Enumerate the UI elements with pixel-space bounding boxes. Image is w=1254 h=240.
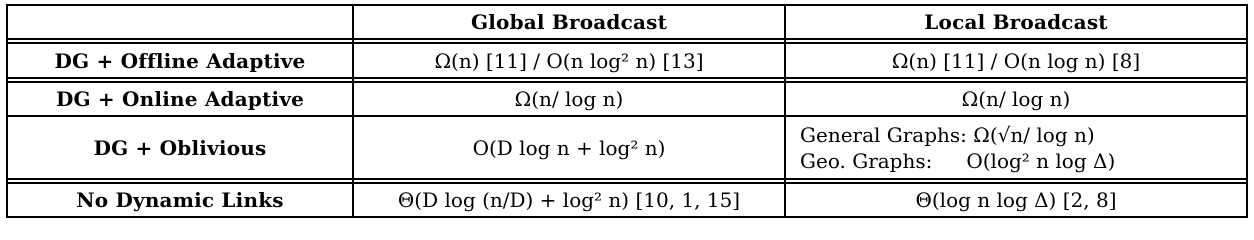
table-bottom-border bbox=[6, 216, 1248, 218]
row3-rule-1 bbox=[6, 178, 1248, 180]
cell-offline-local: Ω(n) [11] / O(n log n) [8] bbox=[891, 48, 1141, 73]
cell-online-local: Ω(n/ log n) bbox=[961, 87, 1071, 111]
header-global-broadcast: Global Broadcast bbox=[470, 9, 668, 34]
cell-oblivious-global: O(D log n + log² n) bbox=[472, 135, 666, 160]
oblivious-local-line-general bbox=[800, 122, 1095, 148]
oblivious-local-line-geo bbox=[800, 148, 1115, 174]
row-label-no-dynamic-links: No Dynamic Links bbox=[76, 188, 284, 212]
general-graphs-label: General Graphs: bbox=[800, 122, 967, 147]
geo-graphs-value: O(log² n log Δ) bbox=[966, 148, 1116, 173]
right-border bbox=[1246, 4, 1248, 217]
row-label-online-adaptive: DG + Online Adaptive bbox=[55, 87, 305, 111]
cell-nodynamic-local: Θ(log n log Δ) [2, 8] bbox=[915, 188, 1117, 212]
row-label-offline-adaptive: DG + Offline Adaptive bbox=[54, 48, 306, 73]
geo-graphs-label: Geo. Graphs: bbox=[800, 148, 933, 173]
header-corner bbox=[8, 5, 352, 38]
general-graphs-value: Ω(√n/ log n) bbox=[973, 122, 1095, 147]
row1-rule-1 bbox=[6, 77, 1248, 79]
cell-oblivious-local bbox=[800, 117, 1240, 178]
cell-nodynamic-global: Θ(D log (n/D) + log² n) [10, 1, 15] bbox=[397, 188, 741, 212]
cell-offline-global: Ω(n) [11] / O(n log² n) [13] bbox=[434, 48, 704, 73]
cell-online-global: Ω(n/ log n) bbox=[514, 87, 624, 111]
header-rule-1 bbox=[6, 38, 1248, 40]
header-local-broadcast: Local Broadcast bbox=[924, 9, 1108, 34]
row-label-oblivious: DG + Oblivious bbox=[93, 135, 267, 160]
